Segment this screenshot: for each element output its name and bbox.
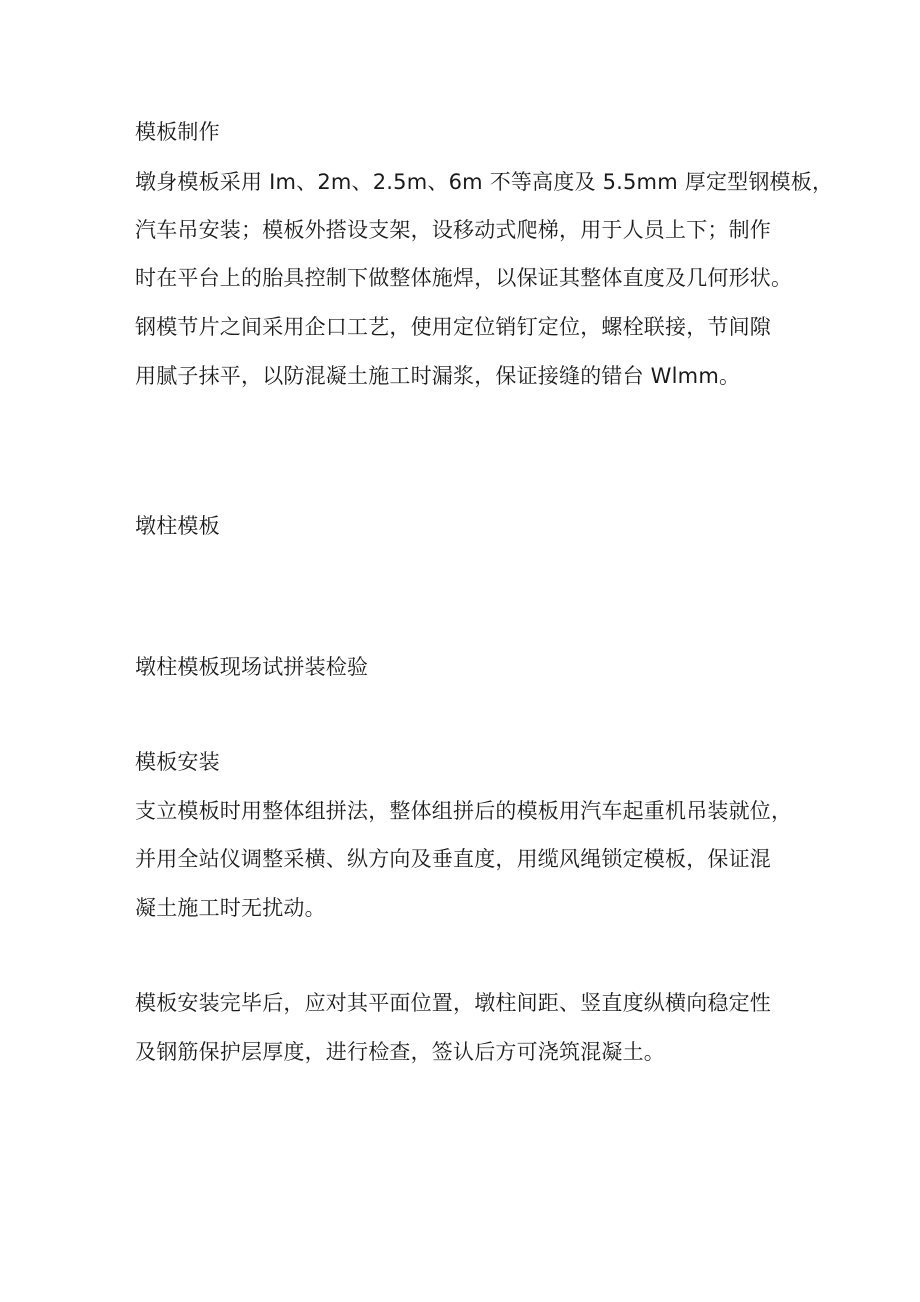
paragraph-line: 钢模节片之间采用企口工艺，使用定位销钉定位，螺栓联接，节间隙 <box>135 315 771 339</box>
section-heading-template-fabrication: 模板制作 <box>135 120 220 144</box>
paragraph-line: 支立模板时用整体组拼法，整体组拼后的模板用汽车起重机吊装就位， <box>135 799 793 823</box>
paragraph-line: 汽车吊安装；模板外搭设支架，设移动式爬梯，用于人员上下；制作 <box>135 218 771 242</box>
paragraph-line: 用腻子抹平，以防混凝土施工时漏浆，保证接缝的错台 Wlmm。 <box>135 364 741 388</box>
paragraph-line: 凝土施工时无扰动。 <box>135 896 326 920</box>
paragraph-line: 墩身模板采用 Im、2m、2.5m、6m 不等高度及 5.5mm 厚定型钢模板， <box>135 170 834 194</box>
paragraph-line: 并用全站仪调整采横、纵方向及垂直度，用缆风绳锁定模板，保证混 <box>135 847 771 871</box>
paragraph-line: 模板安装完毕后，应对其平面位置，墩柱间距、竖直度纵横向稳定性 <box>135 991 771 1015</box>
section-heading-template-installation: 模板安装 <box>135 750 220 774</box>
section-heading-trial-assembly: 墩柱模板现场试拼装检验 <box>135 655 369 679</box>
section-heading-pier-formwork: 墩柱模板 <box>135 514 220 538</box>
paragraph-line: 及钢筋保护层厚度，进行检查，签认后方可浇筑混凝土。 <box>135 1040 665 1064</box>
paragraph-line: 时在平台上的胎具控制下做整体施焊，以保证其整体直度及几何形状。 <box>135 266 793 290</box>
